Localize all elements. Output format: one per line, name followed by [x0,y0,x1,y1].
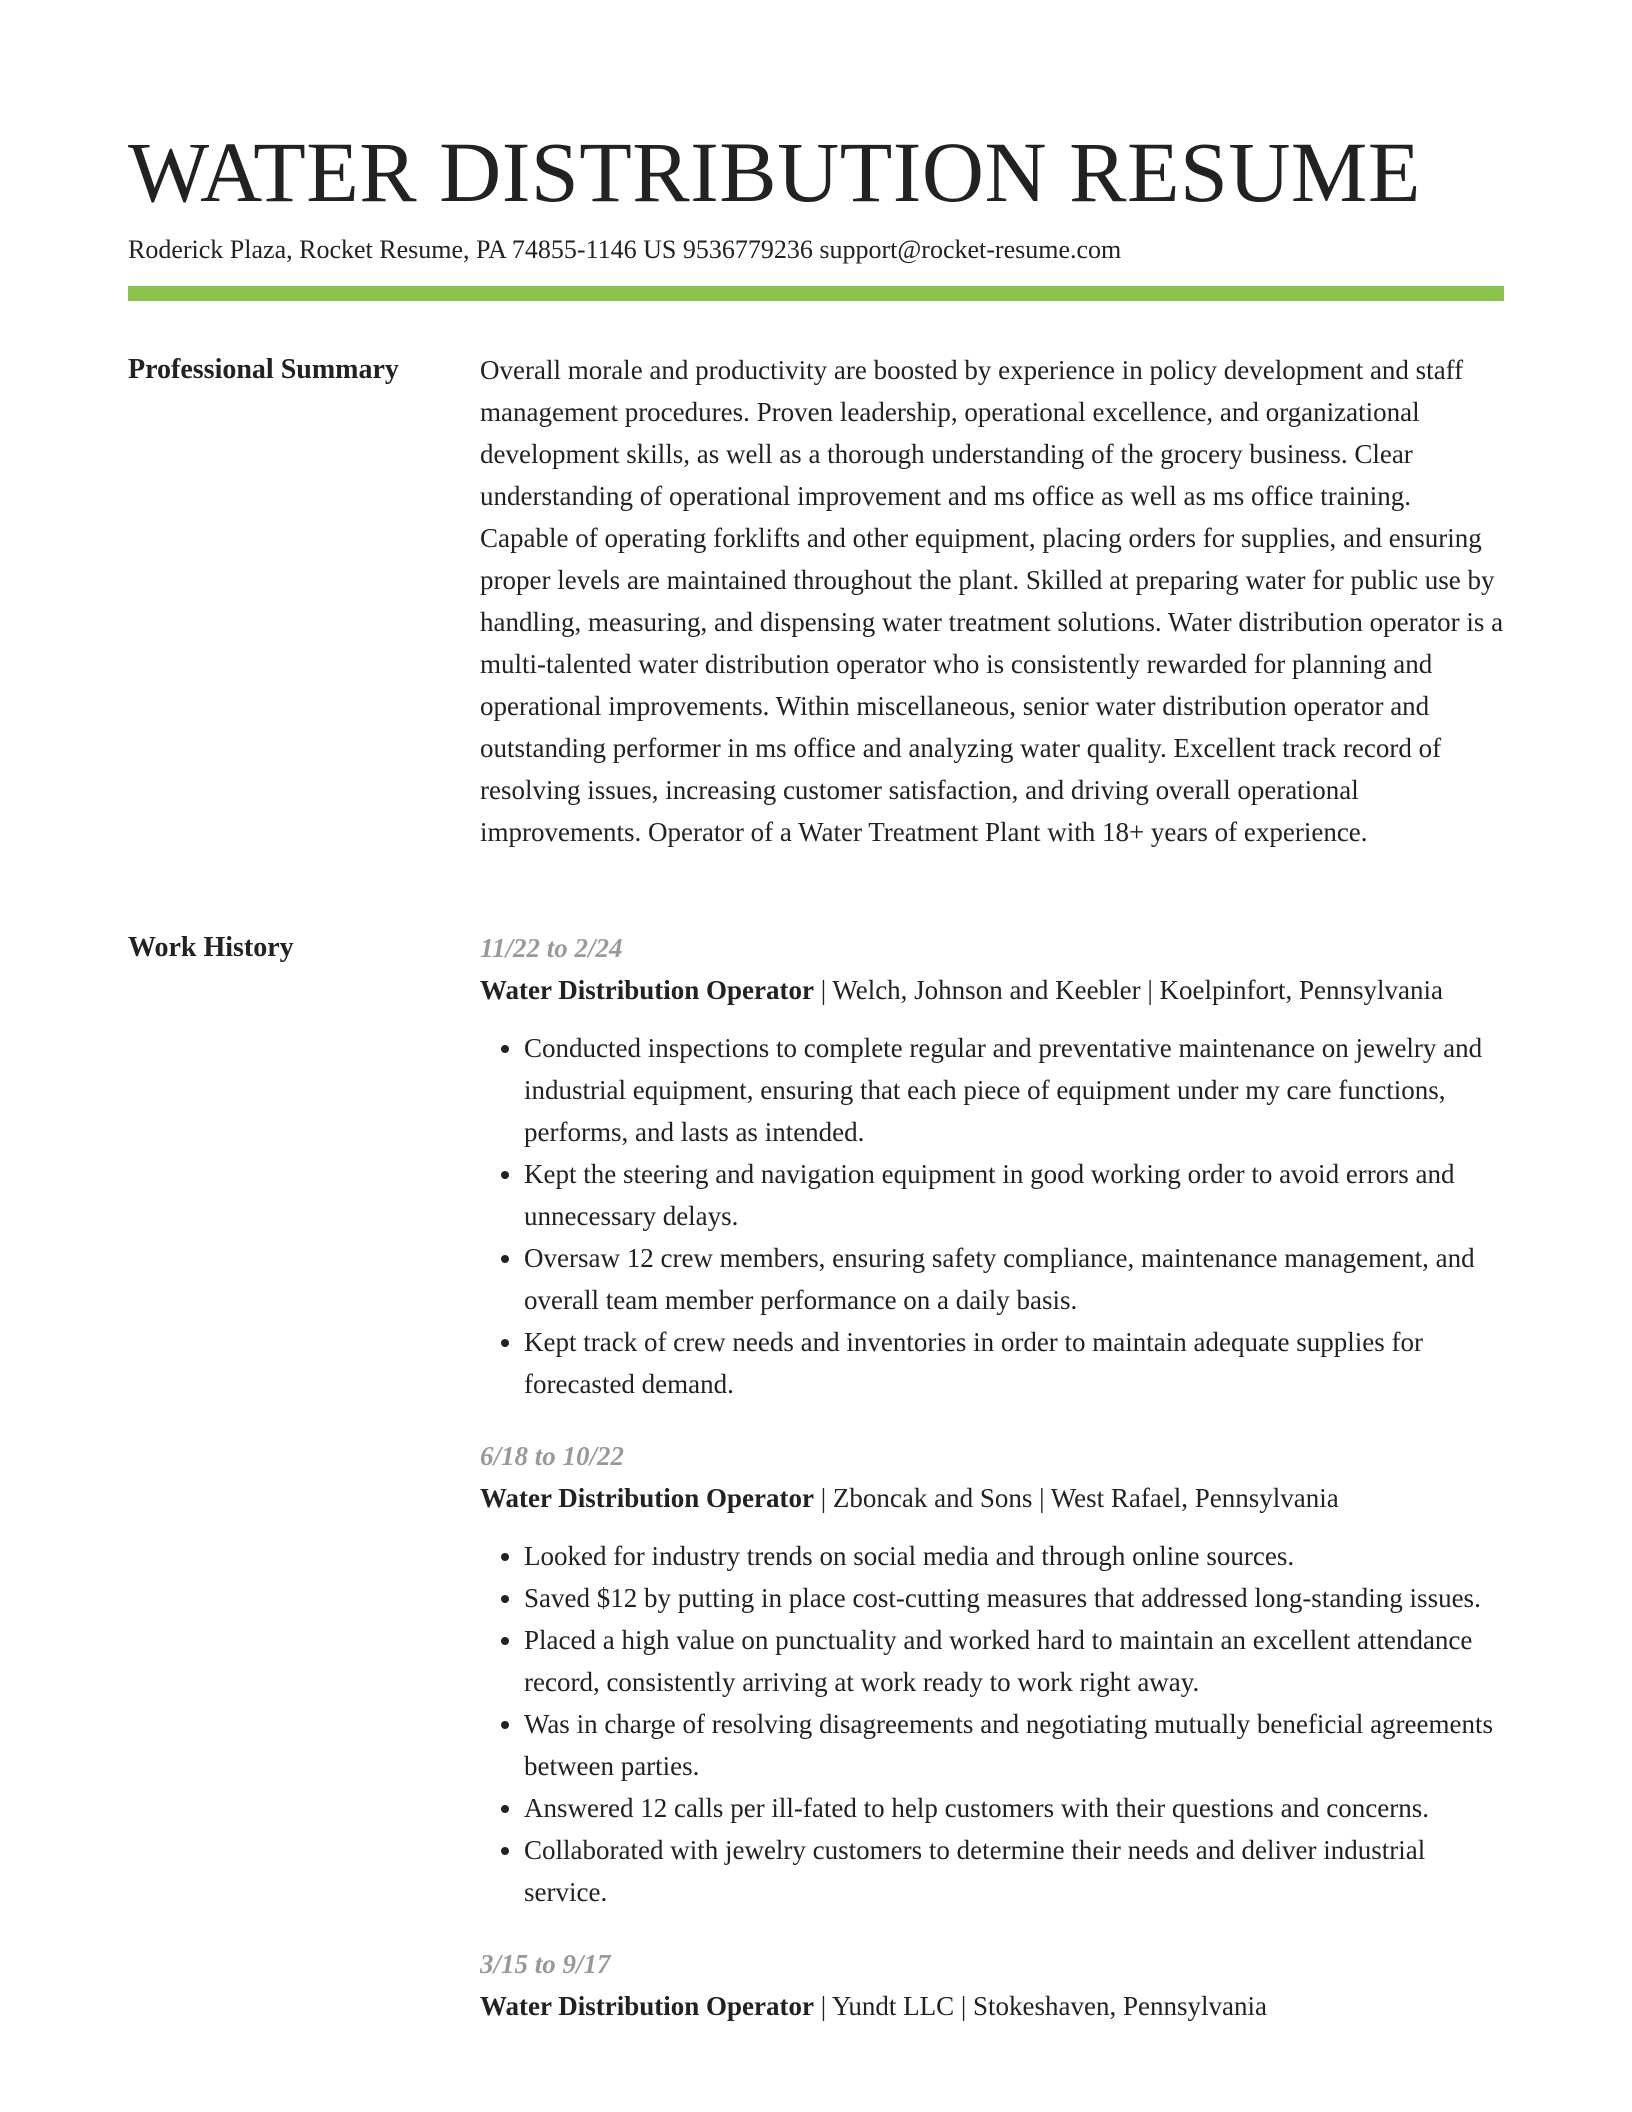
job-employer-location: | Yundt LLC | Stokeshaven, Pennsylvania [813,1991,1267,2021]
job-title: Water Distribution Operator [480,1991,814,2021]
job-bullet: • Conducted inspections to complete regular and preventative maintenance on jewelry and industrial equipment, ensuring that each piece of equipment under my care functions, performs, and lasts as intended. [524,1027,1504,1153]
job-bullet: • Was in charge of resolving disagreements and negotiating mutually beneficial agreements between parties. [524,1703,1504,1787]
job-title: Water Distribution Operator [480,975,814,1005]
section-label-work-history: Work History [128,932,294,963]
job-bullet: • Saved $12 by putting in place cost-cutting measures that addressed long-standing issues. [524,1577,1504,1619]
contact-line: Roderick Plaza, Rocket Resume, PA 74855-1146 US 9536779236 support@rocket-resume.com [128,235,1122,264]
job-dates: 6/18 to 10/22 [480,1441,625,1471]
job-heading [480,969,1504,1011]
header-divider [128,286,1504,301]
section-label-professional-summary: Professional Summary [128,354,399,385]
summary-text: Overall morale and productivity are boosted by experience in policy development and staff management procedures. Proven leadership, operational excellence, and organizational development skills, as well as a thorough understanding of the grocery business. Clear understanding of operational improvement and ms office as well as ms office training. Capable of operating forklifts and other equipment, placing orders for supplies, and ensuring proper levels are maintained throughout the plant. Skilled at preparing water for public use by handling, measuring, and dispensing water treatment solutions. Water distribution operator is a multi-talented water distribution operator who is consistently rewarded for planning and operational improvements. Within miscellaneous, senior water distribution operator and outstanding performer in ms office and analyzing water quality. Excellent track record of resolving issues, increasing customer satisfaction, and driving overall operational improvements. Operator of a Water Treatment Plant with 18+ years of experience. [480,355,1504,847]
job-bullet: • Looked for industry trends on social media and through online sources. [524,1535,1504,1577]
job-bullet: • Placed a high value on punctuality and worked hard to maintain an excellent attendance record, consistently arriving at work ready to work right away. [524,1619,1504,1703]
job-bullet-list [480,1535,1504,1913]
job-title: Water Distribution Operator [480,1483,814,1513]
job-heading [480,1985,1504,2027]
job-bullet: • Oversaw 12 crew members, ensuring safety compliance, maintenance management, and overall team member performance on a daily basis. [524,1237,1504,1321]
job-bullet: • Collaborated with jewelry customers to determine their needs and deliver industrial service. [524,1829,1504,1913]
resume-title: WATER DISTRIBUTION RESUME [128,124,1421,220]
job-employer-location: | Zboncak and Sons | West Rafael, Pennsylvania [813,1483,1339,1513]
job-heading [480,1477,1504,1519]
job-entry [480,1435,1504,1913]
job-employer-location: | Welch, Johnson and Keebler | Koelpinfort, Pennsylvania [813,975,1443,1005]
job-bullet-list [480,1027,1504,1405]
work-history-body [480,927,1504,2057]
summary-body [480,349,1504,853]
job-dates: 11/22 to 2/24 [480,933,623,963]
job-entry [480,927,1504,1405]
job-bullet: • Kept the steering and navigation equipment in good working order to avoid errors and unnecessary delays. [524,1153,1504,1237]
job-dates: 3/15 to 9/17 [480,1949,611,1979]
job-bullet: • Answered 12 calls per ill-fated to help customers with their questions and concerns. [524,1787,1504,1829]
job-bullet: • Kept track of crew needs and inventories in order to maintain adequate supplies for forecasted demand. [524,1321,1504,1405]
job-entry [480,1943,1504,2027]
